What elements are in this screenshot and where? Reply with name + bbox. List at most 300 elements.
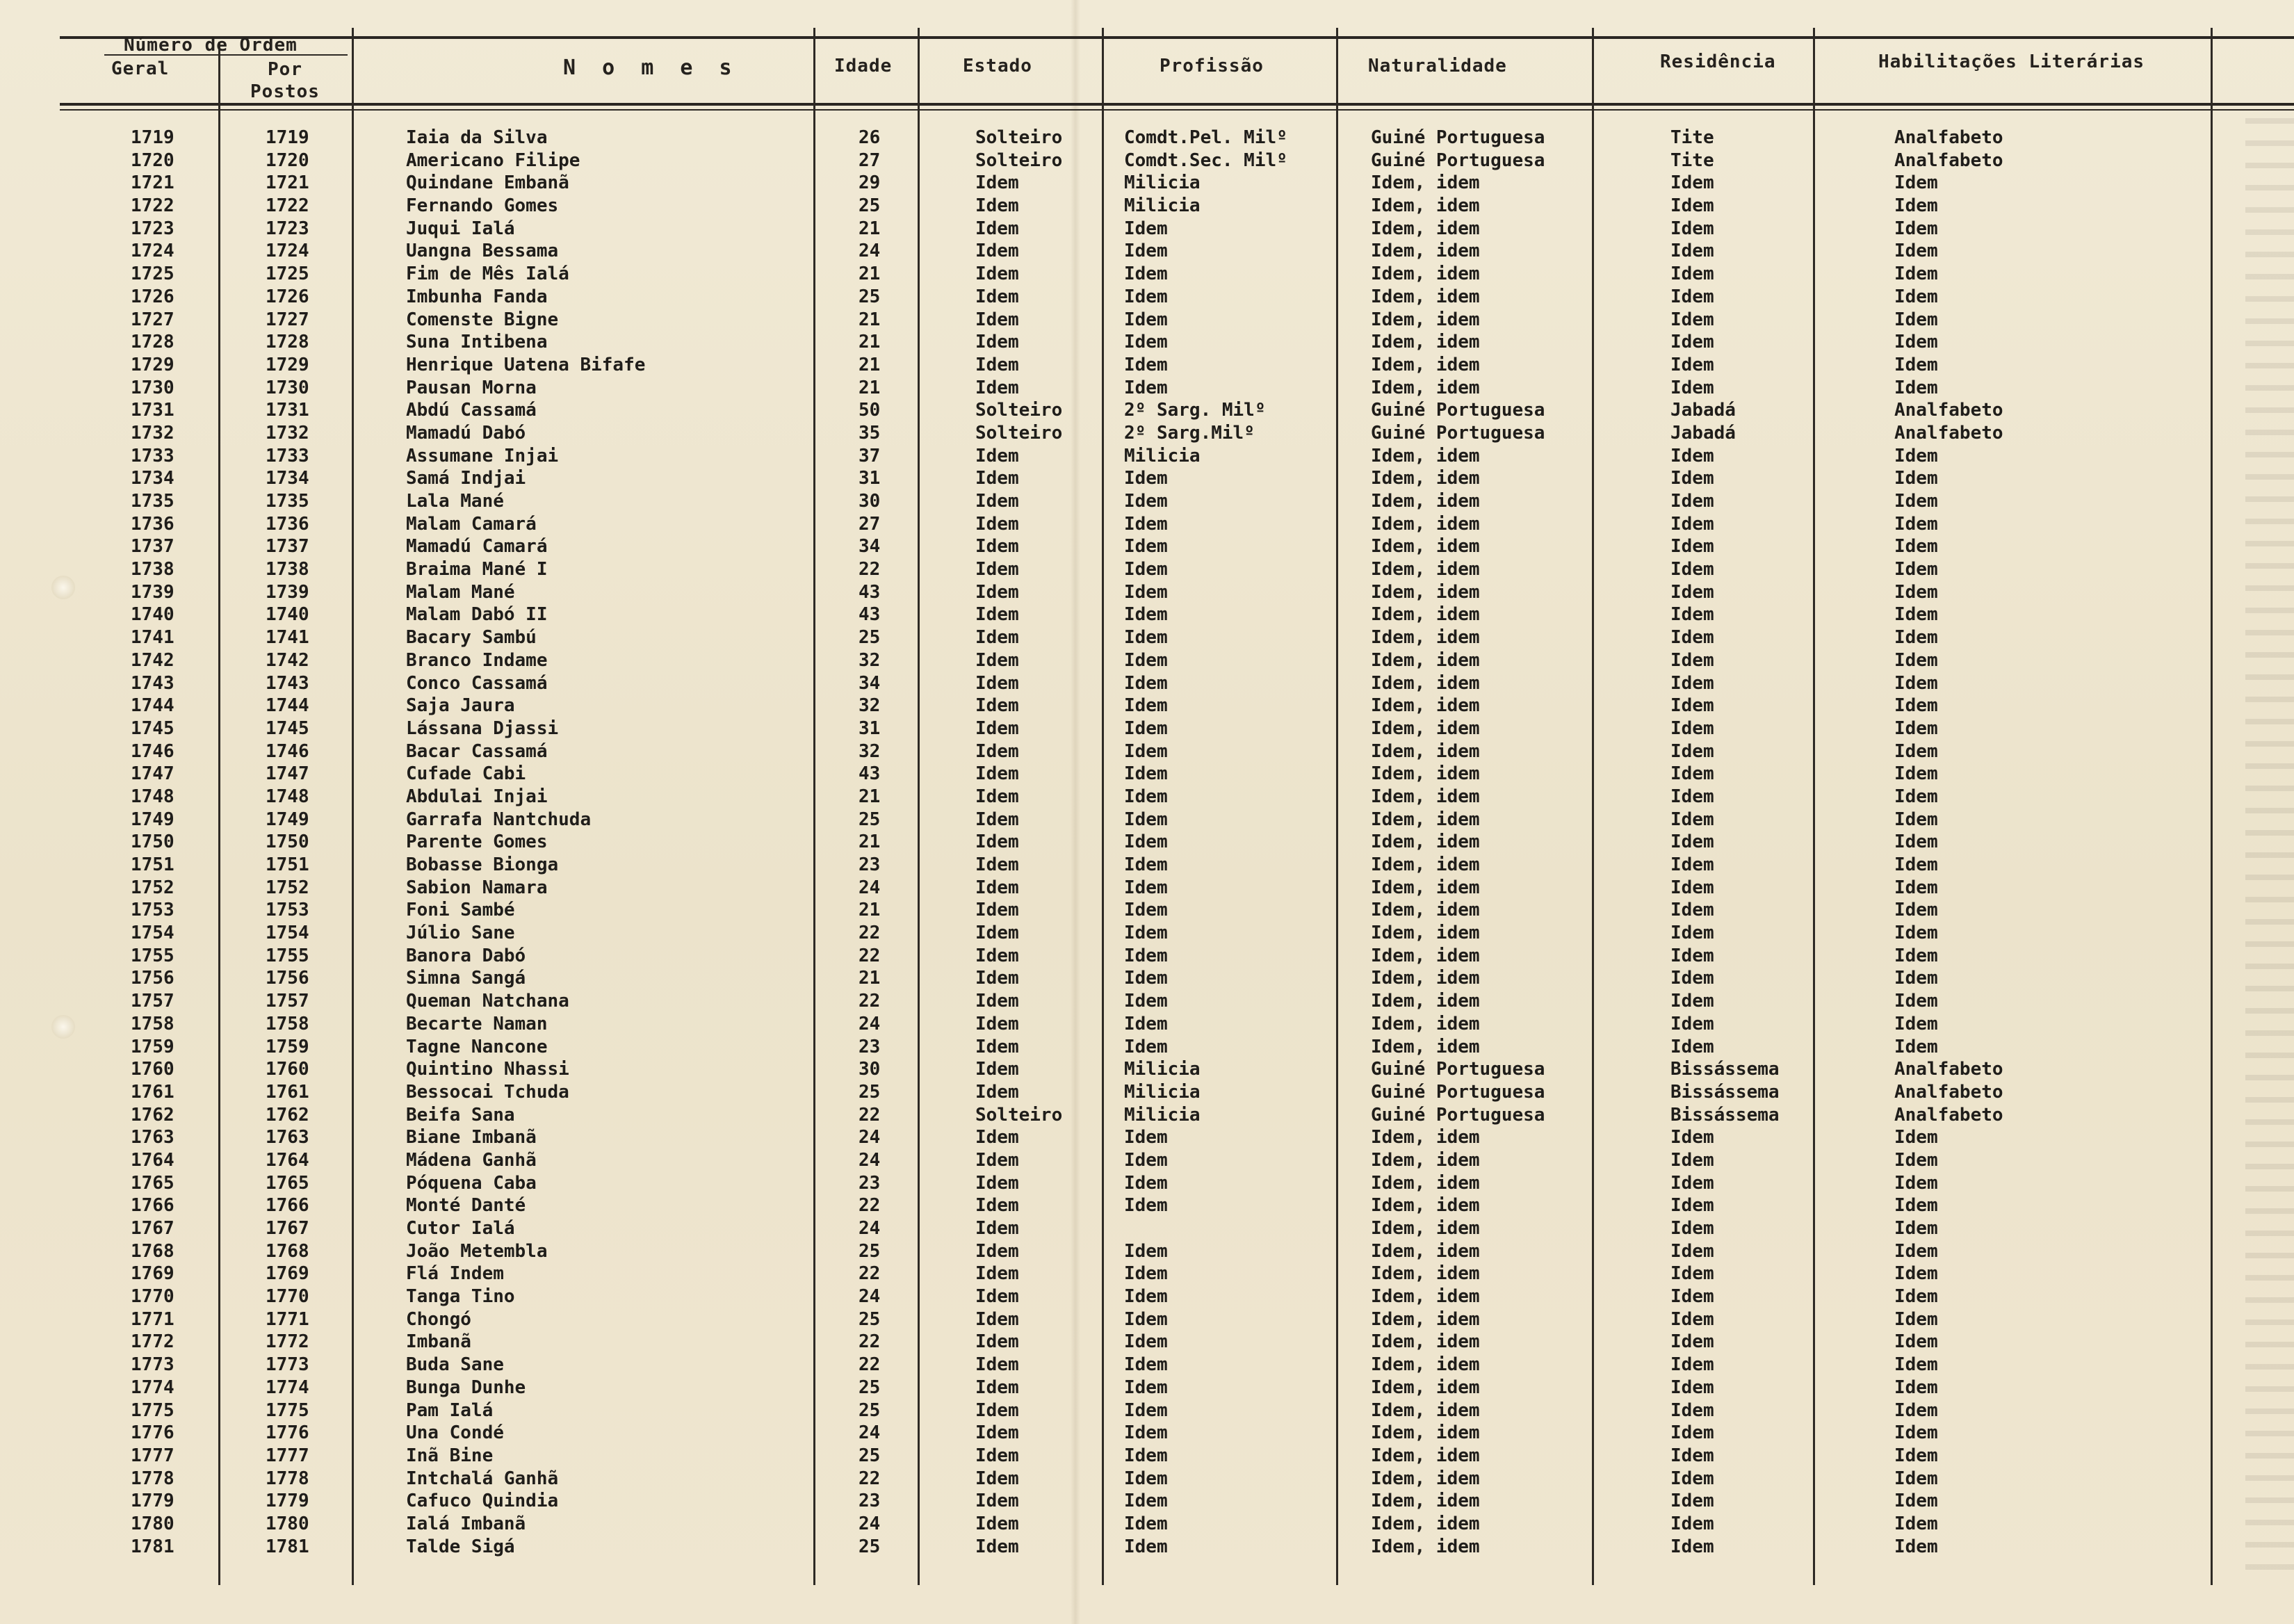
cell-nome: Tanga Tino <box>406 1286 515 1308</box>
cell-profissao: Idem <box>1124 309 1168 330</box>
cell-nome: Fim de Mês Ialá <box>406 263 569 285</box>
cell-naturalidade: Guiné Portuguesa <box>1371 149 1545 171</box>
cell-habilitacoes: Idem <box>1894 309 1938 330</box>
table-row <box>0 1331 2294 1354</box>
cell-idade: 23 <box>859 1036 881 1057</box>
cell-idade: 25 <box>859 1377 881 1398</box>
cell-numero-por-postos: 1738 <box>266 559 309 580</box>
cell-profissao: Idem <box>1124 559 1168 580</box>
cell-profissao: Idem <box>1124 1013 1168 1034</box>
cell-numero-por-postos: 1758 <box>266 1013 309 1034</box>
cell-numero-geral: 1762 <box>131 1104 174 1126</box>
table-row <box>0 513 2294 536</box>
cell-nome: Júlio Sane <box>406 923 515 944</box>
cell-naturalidade: Idem, idem <box>1371 740 1480 762</box>
cell-estado-civil: Idem <box>975 740 1019 762</box>
cell-nome: Uangna Bessama <box>406 241 559 262</box>
cell-nome: Conco Cassamá <box>406 672 548 694</box>
cell-numero-geral: 1757 <box>131 991 174 1012</box>
cell-idade: 22 <box>859 945 881 966</box>
cell-residencia: Idem <box>1670 1263 1714 1285</box>
table-row <box>0 1036 2294 1059</box>
cell-residencia: Idem <box>1670 900 1714 921</box>
cell-residencia: Idem <box>1670 491 1714 512</box>
cell-habilitacoes: Idem <box>1894 1491 1938 1512</box>
cell-numero-geral: 1723 <box>131 218 174 239</box>
cell-nome: Abdulai Injai <box>406 786 548 807</box>
cell-numero-geral: 1778 <box>131 1468 174 1489</box>
cell-numero-geral: 1748 <box>131 786 174 807</box>
cell-naturalidade: Idem, idem <box>1371 1308 1480 1330</box>
cell-idade: 24 <box>859 1127 881 1148</box>
table-row <box>0 1445 2294 1468</box>
cell-estado-civil: Idem <box>975 1240 1019 1262</box>
cell-numero-geral: 1747 <box>131 763 174 785</box>
cell-residencia: Idem <box>1670 1445 1714 1466</box>
header-residencia: Residência <box>1660 51 1776 72</box>
cell-naturalidade: Idem, idem <box>1371 991 1480 1012</box>
cell-profissao: Milicia <box>1124 445 1201 466</box>
cell-numero-por-postos: 1764 <box>266 1149 309 1171</box>
cell-nome: Una Condé <box>406 1422 504 1444</box>
cell-naturalidade: Idem, idem <box>1371 923 1480 944</box>
cell-numero-geral: 1731 <box>131 400 174 421</box>
cell-idade: 22 <box>859 991 881 1012</box>
cell-habilitacoes: Idem <box>1894 1377 1938 1398</box>
cell-habilitacoes: Idem <box>1894 241 1938 262</box>
cell-naturalidade: Idem, idem <box>1371 445 1480 466</box>
cell-naturalidade: Idem, idem <box>1371 536 1480 558</box>
cell-estado-civil: Idem <box>975 1286 1019 1308</box>
cell-numero-por-postos: 1771 <box>266 1308 309 1330</box>
cell-naturalidade: Idem, idem <box>1371 1536 1480 1557</box>
cell-residencia: Idem <box>1670 354 1714 375</box>
cell-naturalidade: Idem, idem <box>1371 263 1480 285</box>
cell-naturalidade: Idem, idem <box>1371 763 1480 785</box>
table-row <box>0 922 2294 945</box>
cell-numero-geral: 1728 <box>131 332 174 353</box>
cell-estado-civil: Idem <box>975 218 1019 239</box>
cell-residencia: Idem <box>1670 1354 1714 1376</box>
cell-idade: 22 <box>859 1195 881 1217</box>
cell-estado-civil: Idem <box>975 809 1019 830</box>
cell-profissao: Idem <box>1124 218 1168 239</box>
cell-profissao: Milicia <box>1124 1104 1201 1126</box>
cell-idade: 22 <box>859 1331 881 1353</box>
cell-numero-por-postos: 1780 <box>266 1513 309 1534</box>
header-por-postos: Por Postos <box>250 59 320 102</box>
table-row <box>0 127 2294 149</box>
table-row <box>0 172 2294 195</box>
cell-habilitacoes: Idem <box>1894 1240 1938 1262</box>
cell-profissao: Idem <box>1124 1491 1168 1512</box>
cell-idade: 21 <box>859 354 881 375</box>
cell-nome: Bacary Sambú <box>406 627 537 649</box>
cell-habilitacoes: Idem <box>1894 1331 1938 1353</box>
cell-residencia: Idem <box>1670 1218 1714 1239</box>
cell-numero-geral: 1755 <box>131 945 174 966</box>
cell-idade: 29 <box>859 172 881 194</box>
cell-residencia: Idem <box>1670 263 1714 285</box>
cell-habilitacoes: Idem <box>1894 1308 1938 1330</box>
cell-nome: Lássana Djassi <box>406 717 559 739</box>
cell-numero-por-postos: 1752 <box>266 877 309 898</box>
table-row <box>0 877 2294 900</box>
cell-residencia: Idem <box>1670 1422 1714 1444</box>
cell-numero-por-postos: 1757 <box>266 991 309 1012</box>
cell-profissao: Idem <box>1124 513 1168 535</box>
cell-numero-por-postos: 1774 <box>266 1377 309 1398</box>
cell-habilitacoes: Idem <box>1894 1149 1938 1171</box>
cell-residencia: Idem <box>1670 695 1714 717</box>
table-row <box>0 626 2294 649</box>
cell-numero-por-postos: 1756 <box>266 968 309 989</box>
cell-naturalidade: Idem, idem <box>1371 1286 1480 1308</box>
cell-numero-por-postos: 1759 <box>266 1036 309 1057</box>
cell-nome: Cutor Ialá <box>406 1218 515 1239</box>
cell-residencia: Idem <box>1670 1036 1714 1057</box>
cell-residencia: Idem <box>1670 786 1714 807</box>
cell-residencia: Idem <box>1670 559 1714 580</box>
cell-numero-por-postos: 1761 <box>266 1081 309 1103</box>
cell-estado-civil: Idem <box>975 1059 1019 1080</box>
cell-habilitacoes: Idem <box>1894 968 1938 989</box>
header-habilitacoes: Habilitações Literárias <box>1878 51 2145 72</box>
cell-idade: 23 <box>859 854 881 875</box>
cell-numero-geral: 1744 <box>131 695 174 717</box>
table-row <box>0 603 2294 626</box>
cell-numero-geral: 1742 <box>131 649 174 671</box>
table-row <box>0 1490 2294 1513</box>
table-row <box>0 1126 2294 1149</box>
cell-habilitacoes: Idem <box>1894 695 1938 717</box>
cell-numero-geral: 1772 <box>131 1331 174 1353</box>
cell-estado-civil: Idem <box>975 445 1019 466</box>
cell-nome: Juqui Ialá <box>406 218 515 239</box>
header-estado: Estado <box>963 56 1032 76</box>
cell-nome: Beifa Sana <box>406 1104 515 1126</box>
cell-profissao: Idem <box>1124 900 1168 921</box>
table-row <box>0 672 2294 695</box>
cell-idade: 21 <box>859 377 881 398</box>
cell-numero-por-postos: 1749 <box>266 809 309 830</box>
cell-idade: 31 <box>859 717 881 739</box>
cell-habilitacoes: Analfabeto <box>1894 400 2003 421</box>
cell-nome: Cafuco Quindia <box>406 1491 559 1512</box>
cell-estado-civil: Idem <box>975 991 1019 1012</box>
cell-numero-geral: 1735 <box>131 491 174 512</box>
cell-estado-civil: Idem <box>975 900 1019 921</box>
cell-naturalidade: Idem, idem <box>1371 1195 1480 1217</box>
cell-estado-civil: Idem <box>975 786 1019 807</box>
cell-idade: 37 <box>859 445 881 466</box>
cell-profissao: Idem <box>1124 604 1168 626</box>
cell-numero-por-postos: 1751 <box>266 854 309 875</box>
cell-residencia: Idem <box>1670 218 1714 239</box>
cell-nome: Lala Mané <box>406 491 504 512</box>
cell-naturalidade: Idem, idem <box>1371 604 1480 626</box>
cell-numero-por-postos: 1740 <box>266 604 309 626</box>
cell-nome: Bessocai Tchuda <box>406 1081 569 1103</box>
cell-naturalidade: Guiné Portuguesa <box>1371 127 1545 148</box>
cell-estado-civil: Idem <box>975 1036 1019 1057</box>
cell-residencia: Idem <box>1670 1399 1714 1421</box>
table-row <box>0 445 2294 468</box>
cell-nome: Queman Natchana <box>406 991 569 1012</box>
cell-profissao: Idem <box>1124 581 1168 603</box>
cell-naturalidade: Guiné Portuguesa <box>1371 422 1545 444</box>
cell-residencia: Idem <box>1670 649 1714 671</box>
cell-nome: Henrique Uatena Bifafe <box>406 354 646 375</box>
cell-nome: Inã Bine <box>406 1445 494 1466</box>
cell-numero-por-postos: 1750 <box>266 831 309 853</box>
cell-profissao: Idem <box>1124 1240 1168 1262</box>
cell-estado-civil: Idem <box>975 763 1019 785</box>
cell-numero-geral: 1768 <box>131 1240 174 1262</box>
cell-idade: 24 <box>859 877 881 898</box>
cell-naturalidade: Idem, idem <box>1371 695 1480 717</box>
cell-habilitacoes: Idem <box>1894 1536 1938 1557</box>
cell-estado-civil: Idem <box>975 1399 1019 1421</box>
cell-habilitacoes: Idem <box>1894 1013 1938 1034</box>
cell-numero-geral: 1722 <box>131 195 174 217</box>
cell-habilitacoes: Idem <box>1894 513 1938 535</box>
cell-numero-geral: 1745 <box>131 717 174 739</box>
cell-habilitacoes: Idem <box>1894 195 1938 217</box>
table-row <box>0 1149 2294 1172</box>
cell-habilitacoes: Idem <box>1894 1399 1938 1421</box>
cell-habilitacoes: Idem <box>1894 1127 1938 1148</box>
cell-naturalidade: Idem, idem <box>1371 649 1480 671</box>
header-nomes: N o m e s <box>563 56 739 80</box>
cell-idade: 25 <box>859 1081 881 1103</box>
cell-idade: 30 <box>859 491 881 512</box>
cell-residencia: Idem <box>1670 1172 1714 1194</box>
cell-habilitacoes: Idem <box>1894 1445 1938 1466</box>
cell-estado-civil: Idem <box>975 1468 1019 1489</box>
cell-habilitacoes: Analfabeto <box>1894 422 2003 444</box>
cell-estado-civil: Idem <box>975 195 1019 217</box>
cell-numero-por-postos: 1773 <box>266 1354 309 1376</box>
cell-habilitacoes: Idem <box>1894 263 1938 285</box>
cell-nome: Abdú Cassamá <box>406 400 537 421</box>
cell-habilitacoes: Analfabeto <box>1894 127 2003 148</box>
cell-profissao: Idem <box>1124 945 1168 966</box>
cell-estado-civil: Idem <box>975 172 1019 194</box>
cell-habilitacoes: Idem <box>1894 1172 1938 1194</box>
cell-profissao: Idem <box>1124 991 1168 1012</box>
cell-naturalidade: Idem, idem <box>1371 286 1480 307</box>
cell-profissao: Idem <box>1124 877 1168 898</box>
cell-nome: Ialá Imbanã <box>406 1513 526 1534</box>
cell-profissao: Idem <box>1124 1149 1168 1171</box>
cell-nome: Assumane Injai <box>406 445 559 466</box>
cell-nome: Garrafa Nantchuda <box>406 809 592 830</box>
cell-profissao: Idem <box>1124 1195 1168 1217</box>
cell-profissao: Idem <box>1124 491 1168 512</box>
table-row <box>0 1377 2294 1399</box>
table-row <box>0 786 2294 809</box>
cell-numero-geral: 1729 <box>131 354 174 375</box>
cell-nome: Pam Ialá <box>406 1399 494 1421</box>
cell-residencia: Idem <box>1670 241 1714 262</box>
cell-residencia: Bissássema <box>1670 1059 1780 1080</box>
cell-numero-geral: 1732 <box>131 422 174 444</box>
cell-habilitacoes: Idem <box>1894 559 1938 580</box>
cell-numero-geral: 1721 <box>131 172 174 194</box>
cell-estado-civil: Idem <box>975 649 1019 671</box>
cell-naturalidade: Idem, idem <box>1371 513 1480 535</box>
cell-naturalidade: Idem, idem <box>1371 1491 1480 1512</box>
cell-profissao: Idem <box>1124 536 1168 558</box>
table-row <box>0 1081 2294 1104</box>
cell-idade: 25 <box>859 286 881 307</box>
cell-naturalidade: Idem, idem <box>1371 900 1480 921</box>
cell-profissao: Idem <box>1124 649 1168 671</box>
cell-residencia: Idem <box>1670 286 1714 307</box>
cell-naturalidade: Idem, idem <box>1371 581 1480 603</box>
cell-residencia: Idem <box>1670 763 1714 785</box>
cell-idade: 32 <box>859 695 881 717</box>
cell-residencia: Idem <box>1670 1513 1714 1534</box>
cell-numero-por-postos: 1745 <box>266 717 309 739</box>
cell-idade: 24 <box>859 241 881 262</box>
cell-nome: Mádena Ganhã <box>406 1149 537 1171</box>
cell-estado-civil: Idem <box>975 627 1019 649</box>
cell-idade: 21 <box>859 309 881 330</box>
cell-habilitacoes: Idem <box>1894 1195 1938 1217</box>
cell-nome: Imbanã <box>406 1331 471 1353</box>
cell-numero-geral: 1737 <box>131 536 174 558</box>
cell-profissao: Idem <box>1124 1354 1168 1376</box>
cell-numero-por-postos: 1724 <box>266 241 309 262</box>
cell-idade: 22 <box>859 1354 881 1376</box>
cell-numero-por-postos: 1769 <box>266 1263 309 1285</box>
cell-numero-por-postos: 1723 <box>266 218 309 239</box>
cell-estado-civil: Idem <box>975 1195 1019 1217</box>
cell-habilitacoes: Idem <box>1894 1513 1938 1534</box>
cell-estado-civil: Idem <box>975 695 1019 717</box>
cell-naturalidade: Idem, idem <box>1371 1513 1480 1534</box>
cell-profissao: Idem <box>1124 809 1168 830</box>
cell-naturalidade: Idem, idem <box>1371 1036 1480 1057</box>
cell-profissao: Comdt.Sec. Milº <box>1124 149 1287 171</box>
table-row <box>0 1058 2294 1081</box>
cell-idade: 32 <box>859 649 881 671</box>
cell-numero-por-postos: 1742 <box>266 649 309 671</box>
cell-profissao: Idem <box>1124 354 1168 375</box>
cell-nome: Branco Indame <box>406 649 548 671</box>
cell-profissao: Idem <box>1124 854 1168 875</box>
cell-estado-civil: Idem <box>975 581 1019 603</box>
cell-idade: 43 <box>859 581 881 603</box>
cell-estado-civil: Idem <box>975 377 1019 398</box>
cell-naturalidade: Guiné Portuguesa <box>1371 1081 1545 1103</box>
cell-estado-civil: Idem <box>975 968 1019 989</box>
cell-habilitacoes: Idem <box>1894 627 1938 649</box>
cell-numero-por-postos: 1766 <box>266 1195 309 1217</box>
table-row <box>0 1262 2294 1285</box>
cell-numero-por-postos: 1777 <box>266 1445 309 1466</box>
cell-nome: Malam Dabó II <box>406 604 548 626</box>
cell-residencia: Idem <box>1670 604 1714 626</box>
cell-profissao: Idem <box>1124 1445 1168 1466</box>
cell-naturalidade: Idem, idem <box>1371 468 1480 489</box>
cell-habilitacoes: Idem <box>1894 604 1938 626</box>
cell-estado-civil: Idem <box>975 854 1019 875</box>
cell-numero-por-postos: 1754 <box>266 923 309 944</box>
cell-nome: Bacar Cassamá <box>406 740 548 762</box>
cell-habilitacoes: Analfabeto <box>1894 1081 2003 1103</box>
cell-habilitacoes: Idem <box>1894 1354 1938 1376</box>
cell-numero-por-postos: 1739 <box>266 581 309 603</box>
cell-numero-geral: 1776 <box>131 1422 174 1444</box>
cell-residencia: Idem <box>1670 877 1714 898</box>
cell-habilitacoes: Idem <box>1894 1468 1938 1489</box>
cell-residencia: Idem <box>1670 991 1714 1012</box>
cell-naturalidade: Idem, idem <box>1371 195 1480 217</box>
cell-habilitacoes: Idem <box>1894 286 1938 307</box>
cell-estado-civil: Idem <box>975 945 1019 966</box>
cell-habilitacoes: Idem <box>1894 717 1938 739</box>
cell-estado-civil: Idem <box>975 286 1019 307</box>
cell-residencia: Idem <box>1670 581 1714 603</box>
cell-residencia: Bissássema <box>1670 1104 1780 1126</box>
cell-estado-civil: Idem <box>975 672 1019 694</box>
cell-nome: Fernando Gomes <box>406 195 559 217</box>
cell-numero-geral: 1726 <box>131 286 174 307</box>
cell-residencia: Idem <box>1670 672 1714 694</box>
cell-habilitacoes: Idem <box>1894 809 1938 830</box>
cell-nome: Becarte Naman <box>406 1013 548 1034</box>
cell-numero-geral: 1743 <box>131 672 174 694</box>
cell-profissao: Idem <box>1124 672 1168 694</box>
table-row <box>0 422 2294 445</box>
cell-profissao: Idem <box>1124 468 1168 489</box>
cell-idade: 25 <box>859 1445 881 1466</box>
cell-naturalidade: Idem, idem <box>1371 854 1480 875</box>
cell-residencia: Idem <box>1670 809 1714 830</box>
table-row <box>0 309 2294 332</box>
cell-profissao: Idem <box>1124 627 1168 649</box>
cell-naturalidade: Idem, idem <box>1371 332 1480 353</box>
table-row <box>0 535 2294 558</box>
header-top-rule <box>60 36 2294 39</box>
cell-profissao: Milicia <box>1124 195 1201 217</box>
cell-numero-geral: 1761 <box>131 1081 174 1103</box>
table-row <box>0 399 2294 422</box>
cell-estado-civil: Idem <box>975 1445 1019 1466</box>
cell-numero-geral: 1725 <box>131 263 174 285</box>
cell-numero-por-postos: 1729 <box>266 354 309 375</box>
table-row <box>0 240 2294 263</box>
cell-habilitacoes: Idem <box>1894 945 1938 966</box>
table-row <box>0 195 2294 218</box>
cell-profissao: Idem <box>1124 923 1168 944</box>
header-naturalidade: Naturalidade <box>1368 56 1507 76</box>
table-row <box>0 649 2294 672</box>
header-bottom-rule <box>60 103 2294 106</box>
cell-idade: 24 <box>859 1149 881 1171</box>
cell-profissao: Idem <box>1124 695 1168 717</box>
cell-estado-civil: Idem <box>975 1491 1019 1512</box>
header-profissao: Profissão <box>1160 56 1264 76</box>
cell-habilitacoes: Idem <box>1894 491 1938 512</box>
cell-nome: Tagne Nancone <box>406 1036 548 1057</box>
cell-estado-civil: Idem <box>975 831 1019 853</box>
cell-profissao: Idem <box>1124 968 1168 989</box>
cell-numero-por-postos: 1768 <box>266 1240 309 1262</box>
